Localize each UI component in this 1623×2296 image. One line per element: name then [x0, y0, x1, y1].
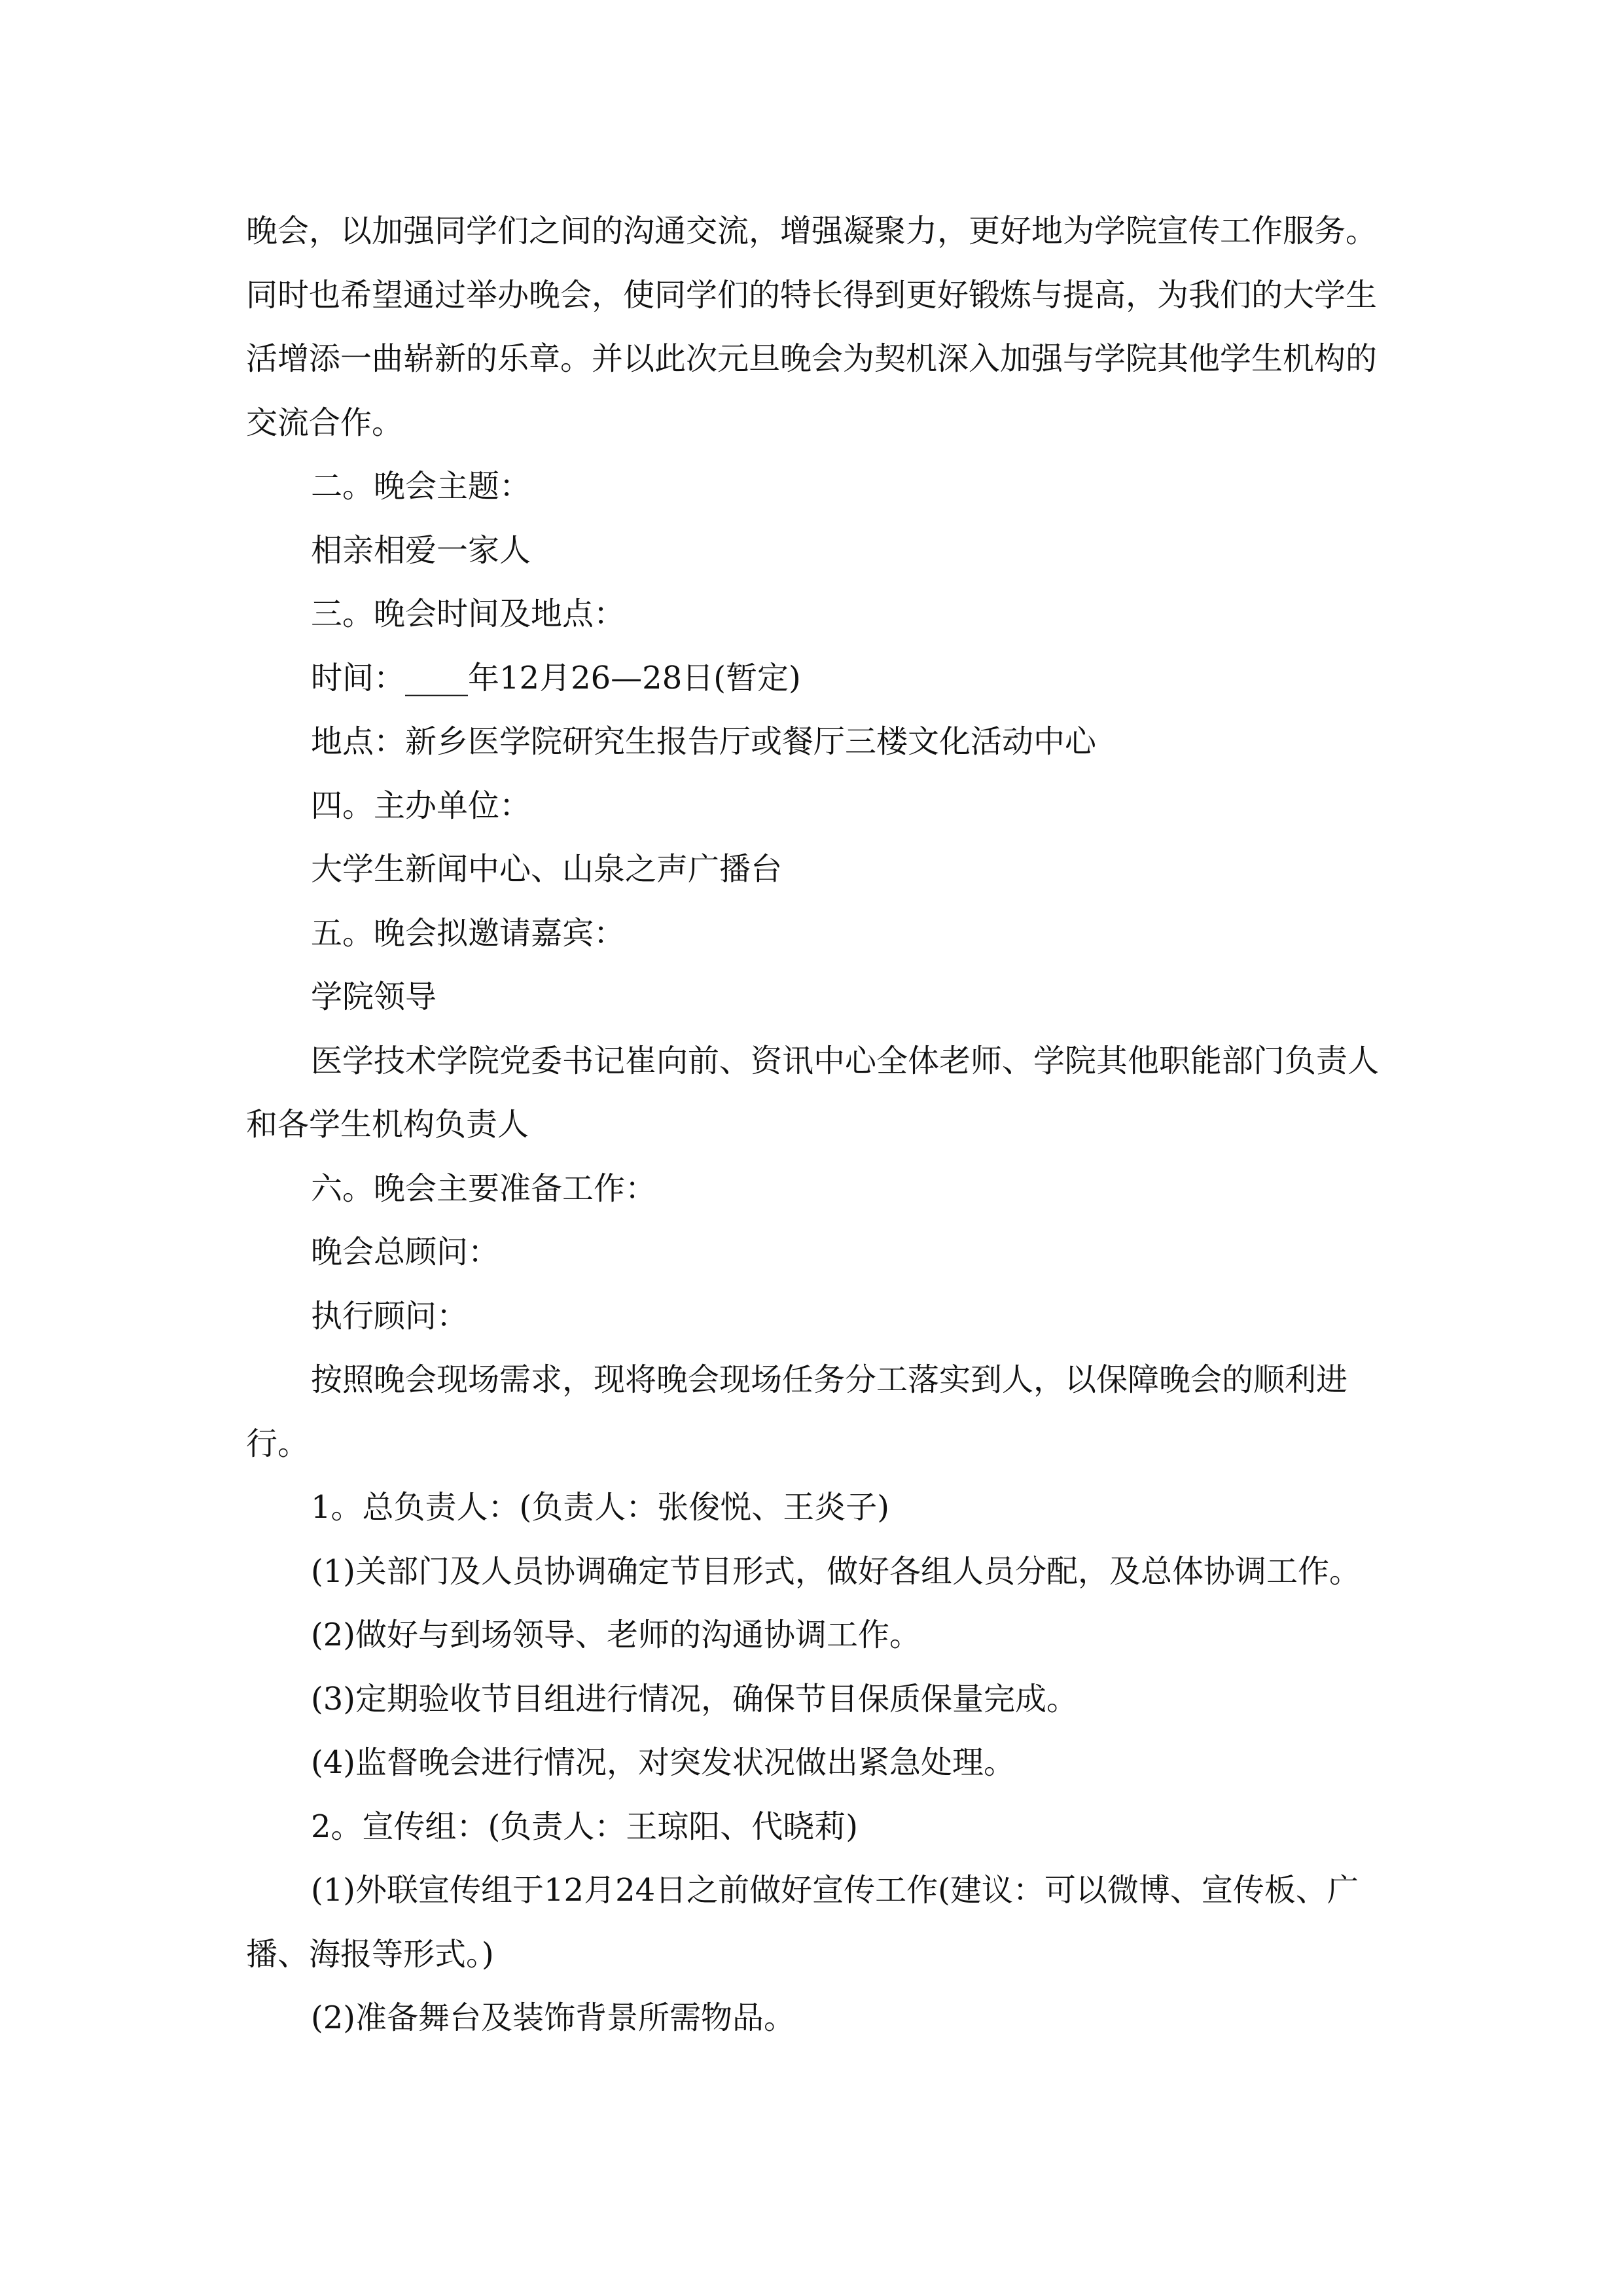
paragraph: 晚会，以加强同学们之间的沟通交流，增强凝聚力，更好地为学院宣传工作服务。同时也希望通过举办晚会，使同学们的特长得到更好锻炼与提高，为我们的大学生活增添一曲崭新的乐章。并以此次元旦晚会为契机深入加强与学院其他学生机构的交流合作。	[246, 213, 1378, 441]
paragraph: 2。宣传组：(负责人：王琼阳、代晓莉)	[311, 1808, 858, 1845]
paragraph: 执行顾问：	[311, 1297, 469, 1335]
paragraph: (2)做好与到场领导、老师的沟通协调工作。	[311, 1617, 921, 1653]
paragraph: 二。晚会主题：	[311, 468, 531, 505]
paragraph: 六。晚会主要准备工作：	[311, 1170, 657, 1207]
paragraph: (1)外联宣传组于12月24日之前做好宣传工作(建议：可以微博、宣传板、广播、海报等形式。)	[246, 1872, 1359, 1973]
paragraph: 时间：____年12月26—28日(暂定)	[311, 659, 801, 696]
paragraph: (1)关部门及人员协调确定节目形式，做好各组人员分配，及总体协调工作。	[311, 1552, 1361, 1590]
paragraph: 五。晚会拟邀请嘉宾：	[311, 914, 626, 952]
paragraph: 三。晚会时间及地点：	[311, 596, 626, 632]
paragraph: 医学技术学院党委书记崔向前、资讯中心全体老师、学院其他职能部门负责人和各学生机构负责人	[246, 1042, 1380, 1143]
paragraph: 学院领导	[311, 978, 437, 1015]
paragraph: 四。主办单位：	[311, 787, 531, 824]
paragraph: 地点：新乡医学院研究生报告厅或餐厅三楼文化活动中心	[311, 723, 1097, 760]
paragraph: 大学生新闻中心、山泉之声广播台	[311, 851, 783, 888]
paragraph: 晚会总顾问：	[311, 1234, 500, 1270]
paragraph: 相亲相爱一家人	[311, 531, 531, 569]
paragraph: (4)监督晚会进行情况，对突发状况做出紧急处理。	[311, 1744, 1015, 1781]
document-body	[246, 200, 1398, 2051]
paragraph: (2)准备舞台及装饰背景所需物品。	[311, 2000, 795, 2036]
paragraph: (3)定期验收节目组进行情况，确保节目保质保量完成。	[311, 1680, 1078, 1717]
paragraph: 按照晚会现场需求，现将晚会现场任务分工落实到人，以保障晚会的顺利进行。	[246, 1361, 1348, 1462]
paragraph: 1。总负责人：(负责人：张俊悦、王炎子)	[311, 1489, 889, 1526]
